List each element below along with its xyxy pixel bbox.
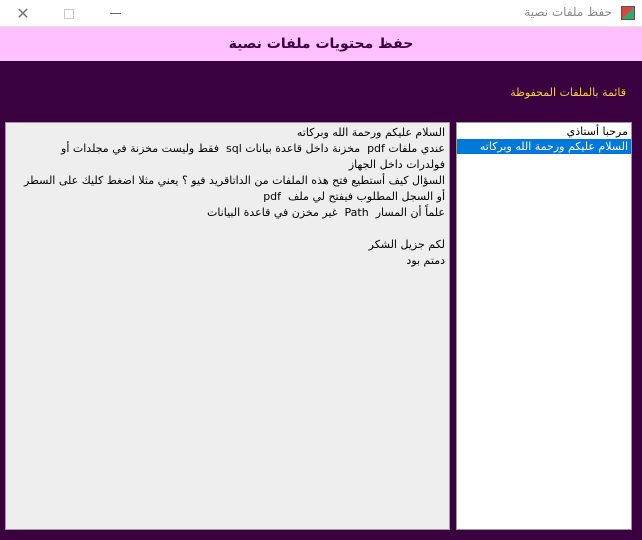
page-title: حفظ محتويات ملفات نصية bbox=[228, 36, 414, 52]
list-item-selected[interactable]: السلام عليكم ورحمة الله وبركاته bbox=[457, 139, 631, 154]
close-icon: ✕ bbox=[16, 3, 30, 23]
maximize-button[interactable] bbox=[46, 0, 92, 27]
saved-files-label: قائمة بالملفات المحفوظة bbox=[510, 86, 626, 99]
minimize-icon bbox=[110, 13, 121, 14]
file-content-textbox[interactable]: السلام عليكم ورحمة الله وبركاته عندي ملفات pdf مخزنة داخل قاعدة بيانات sql فقط وليست مخزنة في مجلدات أو فولدرات داخل الجهاز السؤال كيف أستطيع فتح هذه الملفات من الداتاقريد فيو ؟ يعني مثلا اضغط كليك على السطر أو السجل المطلوب فيفتح لي ملف pdf علماً أن المسار Path غير مخزن في قاعدة البيانات لكم جزيل الشكر دمتم بود bbox=[5, 122, 450, 530]
form-icon bbox=[621, 6, 635, 20]
saved-files-list[interactable] bbox=[456, 122, 632, 530]
main-panel bbox=[0, 61, 642, 540]
maximize-icon bbox=[64, 9, 74, 19]
minimize-button[interactable] bbox=[92, 0, 138, 27]
list-item[interactable]: مرحبا أستاذي bbox=[566, 125, 628, 138]
close-button[interactable] bbox=[0, 0, 46, 27]
window-title: حفظ ملفات نصية bbox=[524, 5, 612, 19]
window-titlebar bbox=[0, 0, 642, 27]
header-banner bbox=[0, 27, 642, 61]
